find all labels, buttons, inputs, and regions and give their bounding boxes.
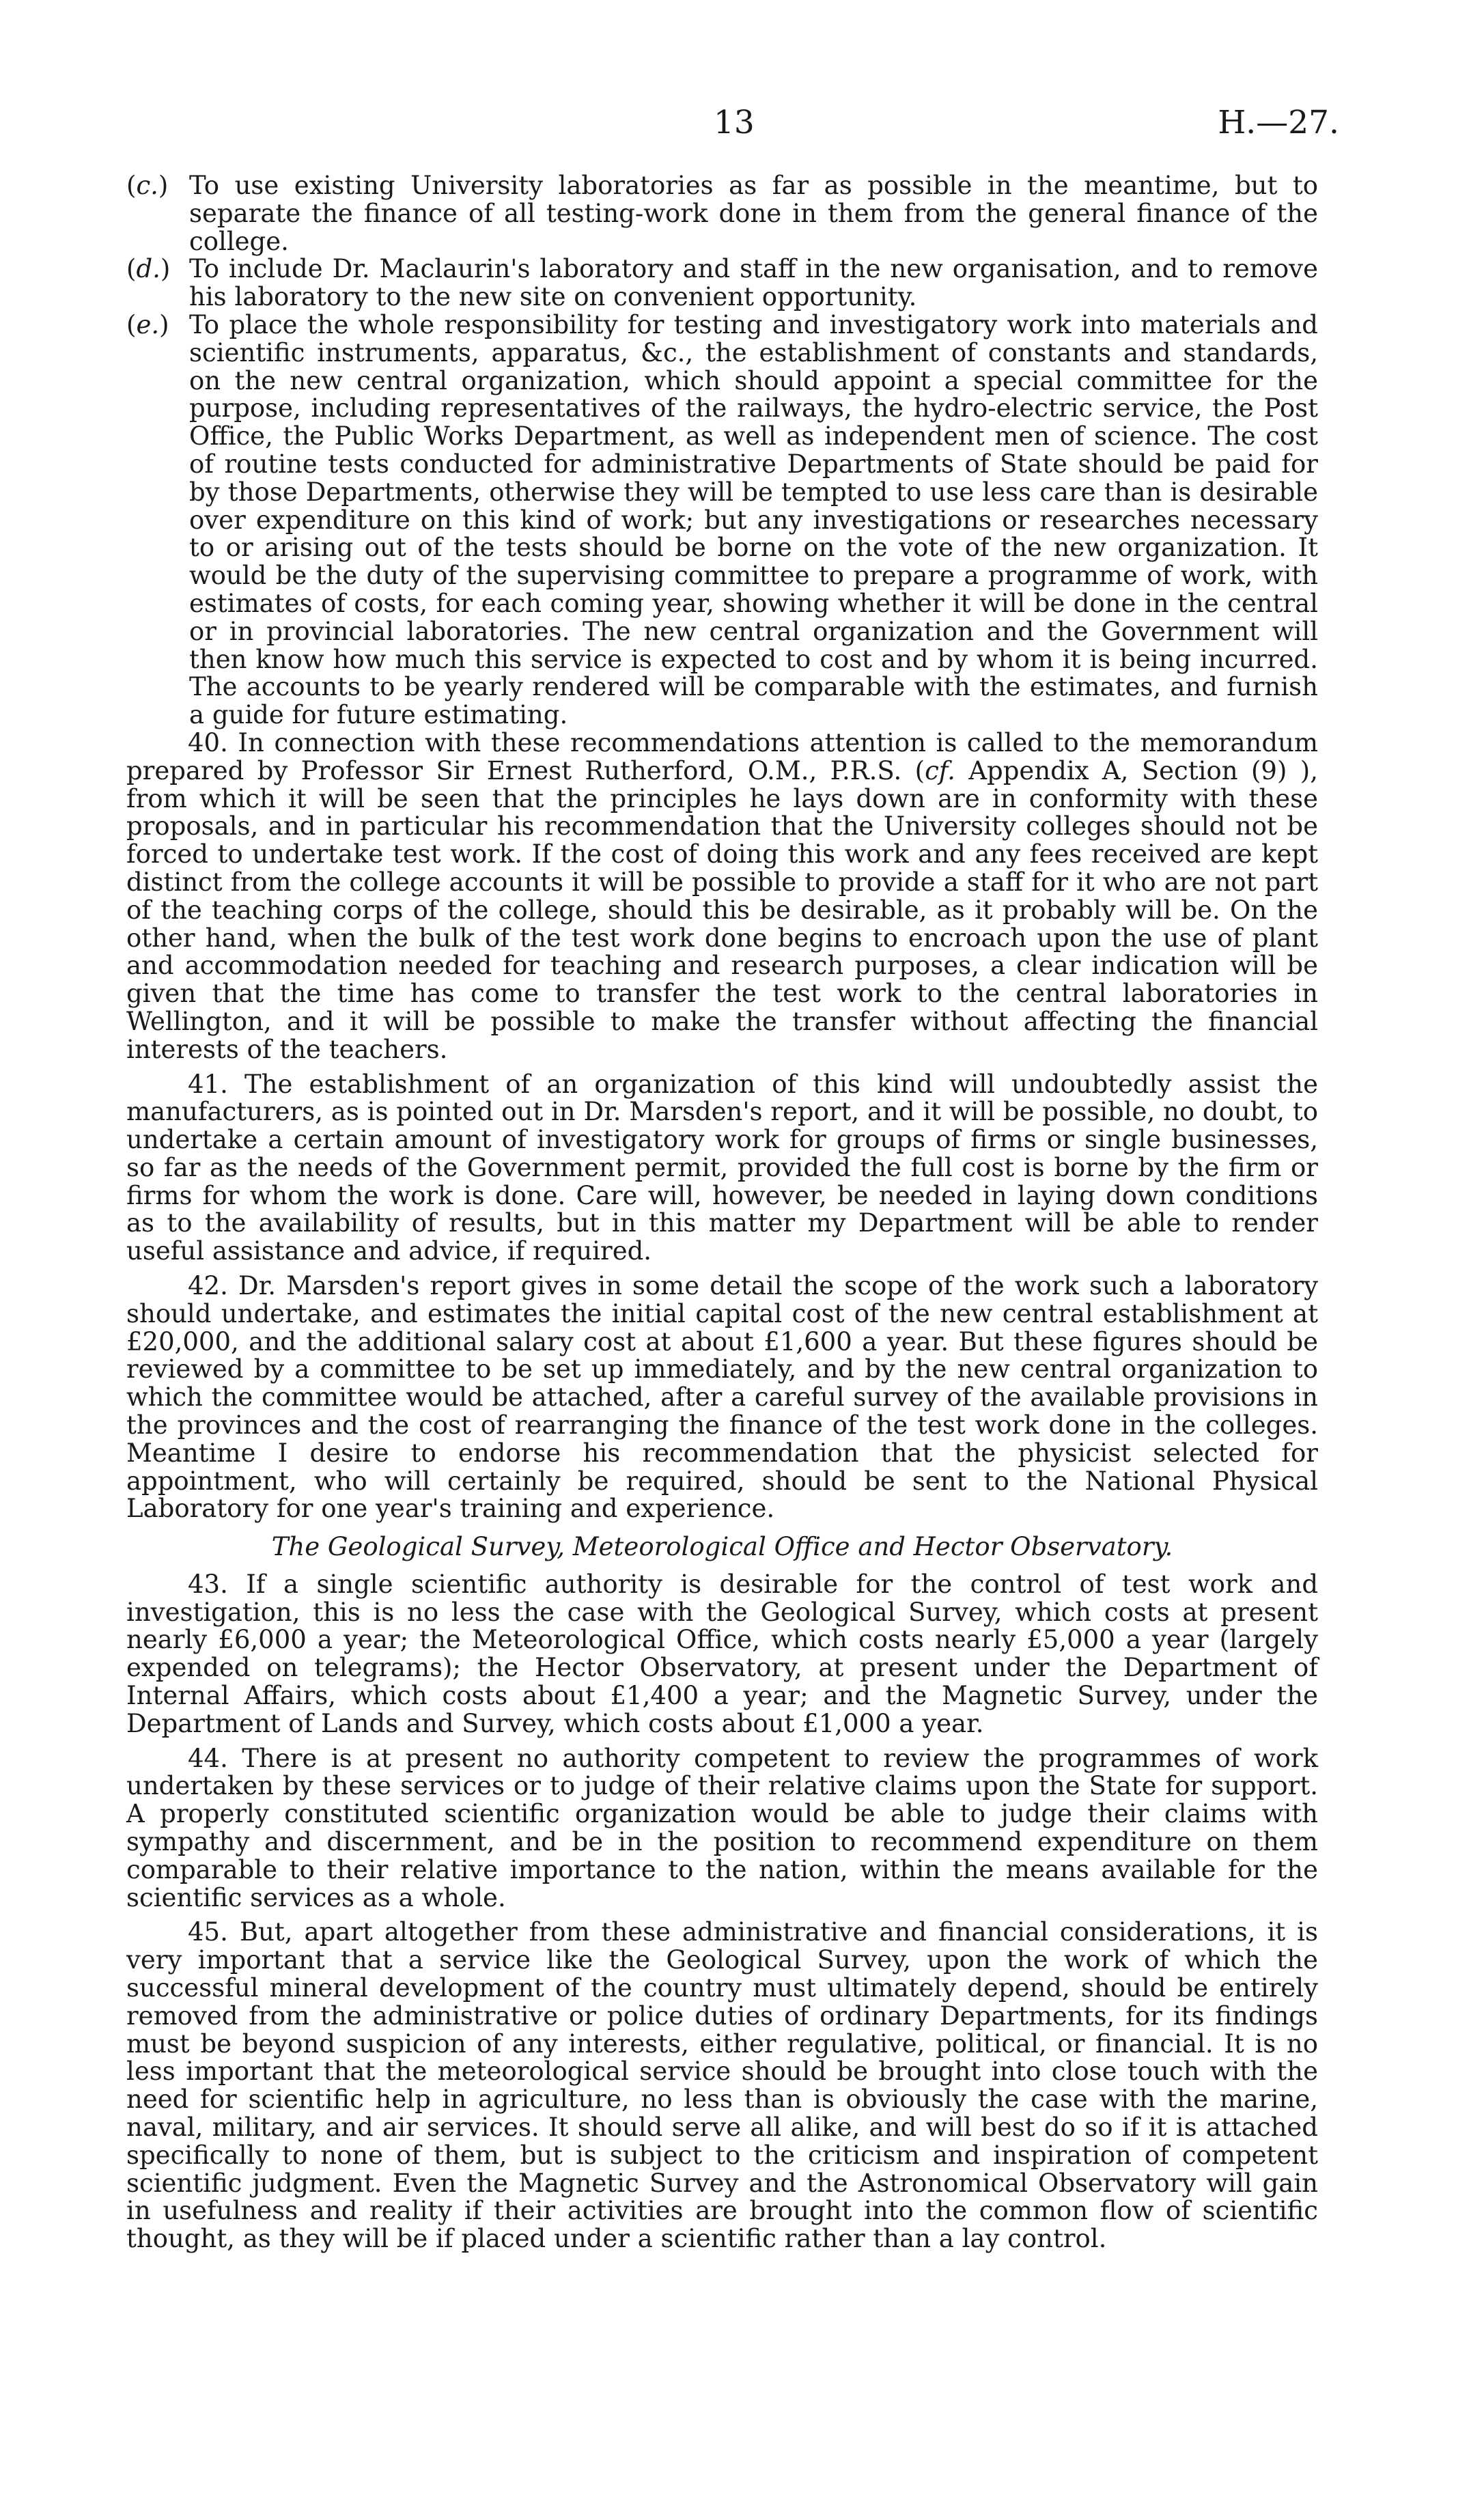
list-item-d bbox=[126, 255, 1318, 311]
list-item-text: To include Dr. Maclaurin's laboratory and staff in the new organisation, and to remove his laboratory to the new site on convenient opportunity. bbox=[189, 254, 1318, 312]
paragraph-40: 40. In connection with these recommendations attention is called to the memorandum prepared by Professor Sir Ernest Rutherford, O.M., P.R.S. (cf. Appendix A, Section (9) ), from which it will be seen that the principles he lays down are in conformity with these proposals, and in particular his recommendation that the University colleges should not be forced to undertake test work. If the cost of doing this work and any fees received are kept distinct from the college accounts it will be possible to provide a staff for it who are not part of the teaching corps of the college, should this be desirable, as it probably will be. On the other hand, when the bulk of the test work done begins to encroach upon the use of plant and accommodation needed for teaching and research purposes, a clear indication will be given that the time has come to transfer the test work to the central laboratories in Wellington, and it will be possible to make the transfer without affecting the financial interests of the teachers. bbox=[126, 727, 1319, 1064]
list-marker: (d.) bbox=[126, 254, 171, 284]
paragraph-45: 45. But, apart altogether from these administrative and financial considerations, it is very important that a service like the Geological Survey, upon the work of which the successful mineral development of the country must ultimately depend, should be entirely removed from the administrative or police duties of ordinary Departments, for its findings must be beyond suspicion of any interests, either regulative, political, or financial. It is no less important that the meteorological service should be brought into close touch with the need for scientific help in agriculture, no less than is obviously the case with the marine, naval, military, and air services. It should serve all alike, and will best do so if it is attached specifically to none of them, but is subject to the criticism and inspiration of competent scientific judgment. Even the Magnetic Survey and the Astronomical Observatory will gain in usefulness and reality if their activities are brought into the common flow of scientific thought, as they will be if placed under a scientific rather than a lay control. bbox=[126, 1917, 1318, 2254]
list-item-text: To place the whole responsibility for testing and investigatory work into materials and scientific instruments, apparatus, &c., the establishment of constants and standards, on the new central organization, which should appoint a special committee for the purpose, including representatives of the railways, the hydro-electric service, the Post Office, the Public Works Department, as well as independent men of science. The cost of routine tests conducted for administrative Departments of State should be paid for by those Departments, otherwise they will be tempted to use less care than is desirable over expenditure on this kind of work; but any investigations or researches necessary to or arising out of the tests should be borne on the vote of the new organization. It would be the duty of the supervising committee to prepare a programme of work, with estimates of costs, for each coming year, showing whether it will be done in the central or in provincial laboratories. The new central organization and the Government will then know how much this service is expected to cost and by whom it is being incurred. The accounts to be yearly rendered will be comparable with the estimates, and furnish a guide for future estimating. bbox=[189, 309, 1318, 730]
list-marker: (c.) bbox=[126, 171, 169, 200]
page-number: 13 bbox=[714, 104, 755, 141]
paragraph-41: 41. The establishment of an organization of this kind will undoubtedly assist the manufacturers, as is pointed out in Dr. Marsden's report, and it will be possible, no doubt, to undertake a certain amount of investigatory work for groups of firms or single businesses, so far as the needs of the Government permit, provided the full cost is borne by the firm or firms for whom the work is done. Care will, however, be needed in laying down conditions as to the availability of results, but in this matter my Department will be able to render useful assistance and advice, if required. bbox=[126, 1069, 1318, 1266]
list-item-e bbox=[126, 311, 1318, 729]
list-item-text: To use existing University laboratories as far as possible in the meantime, but to separate the finance of all testing-work done in them from the general finance of the college. bbox=[189, 171, 1318, 256]
paragraph-44: 44. There is at present no authority competent to review the programmes of work undertaken by these services or to judge of their relative claims upon the State for support. A properly constituted scientific organization would be able to judge their claims with sympathy and discernment, and be in the position to recommend expenditure on them comparable to their relative importance to the nation, within the means available for the scientific services as a whole. bbox=[126, 1743, 1318, 1912]
bottom-text-block bbox=[126, 1533, 1318, 2253]
paragraph-42: 42. Dr. Marsden's report gives in some detail the scope of the work such a laboratory should undertake, and estimates the initial capital cost of the new central establishment at £20,000, and the additional salary cost at about £1,600 a year. But these figures should be reviewed by a committee to be set up immediately, and by the new central organization to which the committee would be attached, after a careful survey of the available provisions in the provinces and the cost of rearranging the finance of the test work done in the colleges. Meantime I desire to endorse his recommendation that the physicist selected for appointment, who will certainly be required, should be sent to the National Physical Laboratory for one year's training and experience. bbox=[126, 1271, 1318, 1524]
list-marker: (e.) bbox=[126, 309, 169, 339]
list-item-c bbox=[126, 172, 1318, 255]
document-reference: H.—27. bbox=[1218, 104, 1339, 141]
top-text-block bbox=[126, 172, 1318, 1523]
paragraph-43: 43. If a single scientific authority is desirable for the control of test work and investigation, this is no less the case with the Geological Survey, which costs at present nearly £6,000 a year; the Meteorological Office, which costs nearly £5,000 a year (largely expended on telegrams); the Hector Observatory, at present under the Department of Internal Affairs, which costs about £1,400 a year; and the Magnetic Survey, under the Department of Lands and Survey, which costs about £1,000 a year. bbox=[126, 1569, 1318, 1738]
section-heading: The Geological Survey, Meteorological Office and Hector Observatory. bbox=[271, 1532, 1173, 1561]
cf-abbreviation: cf. bbox=[925, 755, 955, 785]
